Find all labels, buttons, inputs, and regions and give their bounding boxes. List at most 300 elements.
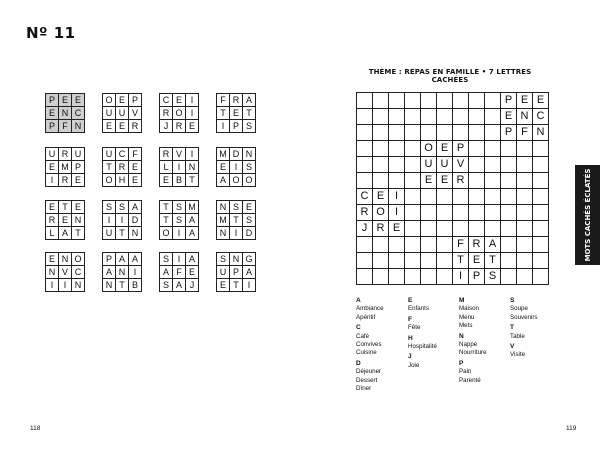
letter-cell: T: [230, 279, 242, 291]
grid-cell[interactable]: [469, 141, 484, 156]
letter-cell: V: [59, 266, 71, 278]
letter-cell: D: [129, 214, 141, 226]
grid-cell[interactable]: [421, 109, 436, 124]
grid-cell[interactable]: E: [437, 141, 452, 156]
letter-cell: E: [186, 120, 198, 132]
grid-cell[interactable]: [485, 125, 500, 140]
letter-cell: B: [173, 174, 185, 186]
grid-cell[interactable]: R: [357, 205, 372, 220]
grid-cell[interactable]: C: [357, 189, 372, 204]
letter-cell: P: [230, 266, 242, 278]
letter-cell: N: [46, 266, 58, 278]
grid-cell[interactable]: [373, 157, 388, 172]
letter-cell: R: [160, 107, 172, 119]
letter-cell: E: [46, 107, 58, 119]
grid-cell[interactable]: [485, 157, 500, 172]
grid-cell[interactable]: [501, 269, 516, 284]
grid-cell[interactable]: [405, 253, 420, 268]
grid-cell[interactable]: O: [373, 205, 388, 220]
word-list-letter: S: [510, 297, 515, 304]
letter-block[interactable]: [159, 93, 199, 133]
grid-cell[interactable]: N: [517, 109, 532, 124]
grid-cell[interactable]: [405, 125, 420, 140]
grid-cell[interactable]: [357, 141, 372, 156]
grid-cell[interactable]: [533, 157, 548, 172]
letter-cell: E: [46, 201, 58, 213]
grid-cell[interactable]: [453, 189, 468, 204]
letter-cell: R: [116, 161, 128, 173]
word-list-item: Nourriture: [459, 349, 487, 357]
grid-cell[interactable]: [533, 173, 548, 188]
letter-cell: U: [46, 148, 58, 160]
letter-cell: J: [160, 120, 172, 132]
letter-cell: E: [103, 120, 115, 132]
grid-cell[interactable]: [357, 125, 372, 140]
grid-cell[interactable]: [421, 205, 436, 220]
grid-cell[interactable]: [437, 205, 452, 220]
grid-cell[interactable]: [485, 205, 500, 220]
grid-cell[interactable]: [437, 269, 452, 284]
grid-cell[interactable]: [453, 109, 468, 124]
letter-cell: B: [129, 279, 141, 291]
letter-cell: E: [116, 94, 128, 106]
word-list-item: Parenté: [459, 376, 481, 384]
grid-cell[interactable]: [389, 269, 404, 284]
letter-cell: S: [160, 279, 172, 291]
grid-cell[interactable]: [517, 173, 532, 188]
letter-cell: T: [160, 201, 172, 213]
letter-cell: M: [186, 201, 198, 213]
grid-cell[interactable]: T: [485, 253, 500, 268]
letter-block[interactable]: [159, 252, 199, 292]
grid-cell[interactable]: [501, 221, 516, 236]
letter-cell: N: [243, 148, 255, 160]
letter-cell: I: [173, 227, 185, 239]
grid-cell[interactable]: [453, 221, 468, 236]
letter-cell: A: [103, 266, 115, 278]
letter-cell: I: [243, 279, 255, 291]
letter-cell: E: [129, 161, 141, 173]
letter-cell: H: [116, 174, 128, 186]
letter-cell: E: [217, 279, 229, 291]
letter-cell: E: [217, 161, 229, 173]
letter-cell: A: [186, 214, 198, 226]
grid-cell[interactable]: [405, 109, 420, 124]
letter-cell: E: [116, 120, 128, 132]
grid-cell[interactable]: [373, 269, 388, 284]
grid-cell[interactable]: S: [485, 269, 500, 284]
grid-cell[interactable]: I: [453, 269, 468, 284]
grid-cell[interactable]: [405, 173, 420, 188]
grid-cell[interactable]: [533, 141, 548, 156]
grid-cell[interactable]: [485, 173, 500, 188]
word-list-letter: H: [408, 334, 413, 342]
letter-cell: O: [173, 107, 185, 119]
grid-cell[interactable]: [469, 189, 484, 204]
grid-cell[interactable]: [389, 157, 404, 172]
grid-cell[interactable]: [405, 93, 420, 108]
grid-cell[interactable]: [357, 93, 372, 108]
grid-cell[interactable]: [501, 189, 516, 204]
grid-cell[interactable]: E: [373, 189, 388, 204]
letter-cell: F: [129, 148, 141, 160]
grid-cell[interactable]: [469, 109, 484, 124]
grid-cell[interactable]: [405, 221, 420, 236]
grid-cell[interactable]: T: [453, 253, 468, 268]
grid-cell[interactable]: [357, 109, 372, 124]
grid-cell[interactable]: [405, 157, 420, 172]
grid-cell[interactable]: E: [389, 221, 404, 236]
letter-cell: E: [129, 174, 141, 186]
grid-cell[interactable]: E: [533, 93, 548, 108]
grid-cell[interactable]: [405, 189, 420, 204]
grid-cell[interactable]: [517, 189, 532, 204]
word-list-letter: J: [408, 353, 412, 361]
grid-cell[interactable]: [389, 253, 404, 268]
letter-block[interactable]: [216, 252, 256, 292]
letter-cell: A: [217, 174, 229, 186]
grid-cell[interactable]: [421, 93, 436, 108]
letter-cell: S: [217, 253, 229, 265]
letter-cell: I: [186, 107, 198, 119]
letter-cell: P: [103, 253, 115, 265]
letter-block[interactable]: [45, 93, 85, 133]
grid-cell[interactable]: [357, 157, 372, 172]
letter-cell: I: [46, 279, 58, 291]
letter-block[interactable]: [216, 147, 256, 187]
letter-cell: E: [72, 94, 84, 106]
letter-block[interactable]: [159, 200, 199, 240]
letter-cell: N: [186, 161, 198, 173]
word-list-letter: F: [408, 315, 412, 323]
letter-cell: I: [129, 266, 141, 278]
grid-cell[interactable]: [405, 141, 420, 156]
word-list-item: Dîner: [356, 385, 372, 393]
word-list-letter: M: [459, 297, 465, 304]
grid-cell[interactable]: N: [533, 125, 548, 140]
page-title: Nº 11: [26, 24, 76, 42]
word-list-item: Hospitalité: [408, 343, 437, 351]
letter-cell: O: [230, 174, 242, 186]
letter-cell: T: [59, 201, 71, 213]
grid-cell[interactable]: U: [437, 157, 452, 172]
letter-cell: I: [230, 227, 242, 239]
side-tab-label: MOTS CACHÉS ÉCLATÉS: [583, 168, 592, 262]
grid-cell[interactable]: [517, 221, 532, 236]
grid-cell[interactable]: [501, 237, 516, 252]
grid-cell[interactable]: [517, 253, 532, 268]
letter-cell: O: [103, 174, 115, 186]
grid-cell[interactable]: [373, 173, 388, 188]
grid-cell[interactable]: [533, 221, 548, 236]
letter-cell: I: [230, 161, 242, 173]
word-list-letter: A: [356, 297, 361, 304]
letter-cell: C: [72, 107, 84, 119]
grid-cell[interactable]: [485, 189, 500, 204]
letter-cell: A: [186, 253, 198, 265]
letter-cell: E: [59, 214, 71, 226]
grid-cell[interactable]: [421, 221, 436, 236]
grid-cell[interactable]: A: [485, 237, 500, 252]
letter-cell: N: [116, 266, 128, 278]
grid-cell[interactable]: [405, 205, 420, 220]
grid-cell[interactable]: [517, 237, 532, 252]
grid-cell[interactable]: [373, 125, 388, 140]
letter-block[interactable]: [45, 147, 85, 187]
grid-cell[interactable]: [533, 269, 548, 284]
grid-cell[interactable]: F: [453, 237, 468, 252]
grid-cell[interactable]: [501, 173, 516, 188]
grid-cell[interactable]: [357, 173, 372, 188]
letter-cell: N: [72, 120, 84, 132]
grid-cell[interactable]: [389, 93, 404, 108]
letter-cell: S: [243, 120, 255, 132]
letter-cell: S: [103, 201, 115, 213]
letter-block[interactable]: [102, 147, 142, 187]
letter-cell: N: [72, 279, 84, 291]
grid-cell[interactable]: [501, 205, 516, 220]
grid-cell[interactable]: I: [389, 205, 404, 220]
letter-cell: N: [230, 253, 242, 265]
letter-cell: L: [160, 161, 172, 173]
word-list-item: Pain: [459, 368, 472, 376]
letter-cell: U: [72, 148, 84, 160]
letter-block[interactable]: [102, 93, 142, 133]
grid-cell[interactable]: [533, 205, 548, 220]
grid-cell[interactable]: I: [389, 189, 404, 204]
grid-cell[interactable]: [533, 189, 548, 204]
grid-cell[interactable]: [357, 253, 372, 268]
letter-cell: I: [103, 214, 115, 226]
letter-cell: S: [230, 201, 242, 213]
word-list-column: [356, 297, 408, 393]
grid-cell[interactable]: J: [357, 221, 372, 236]
grid-cell[interactable]: P: [501, 93, 516, 108]
letter-cell: M: [59, 161, 71, 173]
page-number-left: 118: [30, 425, 41, 432]
letter-cell: U: [103, 227, 115, 239]
letter-block[interactable]: [45, 200, 85, 240]
letter-cell: S: [173, 214, 185, 226]
grid-cell[interactable]: [421, 237, 436, 252]
grid-cell[interactable]: [373, 141, 388, 156]
word-list-item: Cuisine: [356, 349, 377, 357]
word-list-letter: P: [459, 359, 464, 367]
main-puzzle-grid[interactable]: [356, 92, 549, 285]
letter-cell: U: [116, 107, 128, 119]
grid-cell[interactable]: [421, 125, 436, 140]
letter-cell: A: [129, 253, 141, 265]
letter-cell: R: [129, 120, 141, 132]
word-list-letter: D: [356, 359, 361, 367]
grid-cell[interactable]: [389, 125, 404, 140]
grid-cell[interactable]: E: [437, 173, 452, 188]
grid-cell[interactable]: [437, 237, 452, 252]
grid-cell[interactable]: [469, 221, 484, 236]
letter-cell: R: [59, 174, 71, 186]
grid-cell[interactable]: [421, 253, 436, 268]
word-list-column: [459, 297, 511, 385]
letter-cell: M: [217, 214, 229, 226]
grid-cell[interactable]: P: [469, 269, 484, 284]
letter-cell: O: [160, 227, 172, 239]
grid-cell[interactable]: [373, 109, 388, 124]
letter-cell: N: [129, 227, 141, 239]
grid-cell[interactable]: [405, 269, 420, 284]
letter-cell: E: [173, 94, 185, 106]
word-list-letter: T: [510, 324, 514, 332]
grid-cell[interactable]: [389, 141, 404, 156]
letter-cell: P: [230, 120, 242, 132]
letter-cell: N: [72, 214, 84, 226]
letter-block[interactable]: [216, 93, 256, 133]
letter-cell: F: [217, 94, 229, 106]
grid-cell[interactable]: [405, 237, 420, 252]
letter-cell: T: [116, 279, 128, 291]
letter-cell: E: [243, 201, 255, 213]
letter-block[interactable]: [159, 147, 199, 187]
letter-cell: I: [186, 148, 198, 160]
letter-cell: E: [46, 161, 58, 173]
letter-cell: T: [103, 161, 115, 173]
grid-cell[interactable]: E: [421, 173, 436, 188]
letter-cell: A: [129, 201, 141, 213]
grid-cell[interactable]: R: [373, 221, 388, 236]
word-list-letter: E: [408, 297, 413, 304]
letter-cell: U: [103, 148, 115, 160]
grid-cell[interactable]: [421, 269, 436, 284]
letter-cell: V: [129, 107, 141, 119]
grid-cell[interactable]: [533, 237, 548, 252]
grid-cell[interactable]: [469, 205, 484, 220]
word-list-item: Nappe: [459, 341, 478, 349]
theme-title: THÈME : REPAS EN FAMILLE • 7 LETTRES CACHÉES: [368, 68, 532, 84]
letter-cell: A: [243, 94, 255, 106]
grid-cell[interactable]: [501, 253, 516, 268]
grid-cell[interactable]: R: [453, 173, 468, 188]
grid-cell[interactable]: [485, 221, 500, 236]
word-list-letter: C: [356, 324, 361, 332]
word-list-item: Dessert: [356, 376, 378, 384]
grid-cell[interactable]: [501, 141, 516, 156]
grid-cell[interactable]: [517, 157, 532, 172]
grid-cell[interactable]: P: [453, 141, 468, 156]
letter-cell: T: [160, 214, 172, 226]
grid-cell[interactable]: [453, 93, 468, 108]
grid-cell[interactable]: [357, 269, 372, 284]
letter-block[interactable]: [216, 200, 256, 240]
letter-cell: P: [129, 94, 141, 106]
grid-cell[interactable]: E: [469, 253, 484, 268]
grid-cell[interactable]: [501, 157, 516, 172]
letter-cell: I: [116, 214, 128, 226]
word-list-column: [408, 297, 460, 370]
grid-cell[interactable]: [373, 237, 388, 252]
word-list-letter: N: [459, 332, 464, 340]
letter-cell: N: [217, 227, 229, 239]
letter-block[interactable]: [45, 252, 85, 292]
letter-cell: A: [59, 227, 71, 239]
grid-cell[interactable]: [437, 109, 452, 124]
letter-cell: T: [186, 174, 198, 186]
word-list-item: Mets: [459, 322, 473, 330]
grid-cell[interactable]: V: [453, 157, 468, 172]
letter-cell: U: [103, 107, 115, 119]
grid-cell[interactable]: [357, 237, 372, 252]
letter-cell: J: [186, 279, 198, 291]
grid-cell[interactable]: [517, 269, 532, 284]
grid-cell[interactable]: [517, 205, 532, 220]
word-list-item: Déjeuner: [356, 368, 382, 376]
grid-cell[interactable]: [453, 205, 468, 220]
grid-cell[interactable]: O: [421, 141, 436, 156]
letter-cell: E: [160, 174, 172, 186]
word-list-item: Fête: [408, 324, 421, 332]
grid-cell[interactable]: C: [533, 109, 548, 124]
letter-block[interactable]: [102, 200, 142, 240]
letter-cell: S: [243, 214, 255, 226]
grid-cell[interactable]: [533, 253, 548, 268]
letter-cell: D: [243, 227, 255, 239]
letter-cell: I: [46, 174, 58, 186]
grid-cell[interactable]: [389, 237, 404, 252]
letter-cell: F: [59, 120, 71, 132]
grid-cell[interactable]: P: [501, 125, 516, 140]
letter-cell: D: [230, 148, 242, 160]
letter-cell: A: [116, 253, 128, 265]
grid-cell[interactable]: [373, 93, 388, 108]
letter-cell: R: [230, 94, 242, 106]
grid-cell[interactable]: [485, 109, 500, 124]
grid-cell[interactable]: F: [517, 125, 532, 140]
grid-cell[interactable]: U: [421, 157, 436, 172]
grid-cell[interactable]: [437, 221, 452, 236]
grid-cell[interactable]: [469, 173, 484, 188]
word-list-item: Table: [510, 332, 525, 340]
grid-cell[interactable]: [437, 125, 452, 140]
grid-cell[interactable]: R: [469, 237, 484, 252]
grid-cell[interactable]: [469, 125, 484, 140]
letter-cell: N: [59, 107, 71, 119]
letter-block[interactable]: [102, 252, 142, 292]
grid-cell[interactable]: [437, 93, 452, 108]
grid-cell[interactable]: [453, 125, 468, 140]
grid-cell[interactable]: [389, 173, 404, 188]
grid-cell[interactable]: [421, 189, 436, 204]
letter-cell: F: [173, 266, 185, 278]
grid-cell[interactable]: [373, 253, 388, 268]
grid-cell[interactable]: [485, 93, 500, 108]
letter-cell: R: [59, 148, 71, 160]
letter-cell: C: [160, 94, 172, 106]
grid-cell[interactable]: [485, 141, 500, 156]
grid-cell[interactable]: E: [501, 109, 516, 124]
grid-cell[interactable]: [469, 157, 484, 172]
letter-cell: E: [46, 253, 58, 265]
grid-cell[interactable]: [437, 189, 452, 204]
grid-cell[interactable]: [437, 253, 452, 268]
grid-cell[interactable]: [389, 109, 404, 124]
letter-cell: L: [46, 227, 58, 239]
page-number-right: 119: [566, 425, 577, 432]
letter-cell: T: [230, 214, 242, 226]
grid-cell[interactable]: [469, 93, 484, 108]
grid-cell[interactable]: E: [517, 93, 532, 108]
grid-cell[interactable]: [517, 141, 532, 156]
letter-cell: O: [72, 253, 84, 265]
word-list-item: Café: [356, 332, 370, 340]
word-list-item: Convives: [356, 341, 382, 349]
